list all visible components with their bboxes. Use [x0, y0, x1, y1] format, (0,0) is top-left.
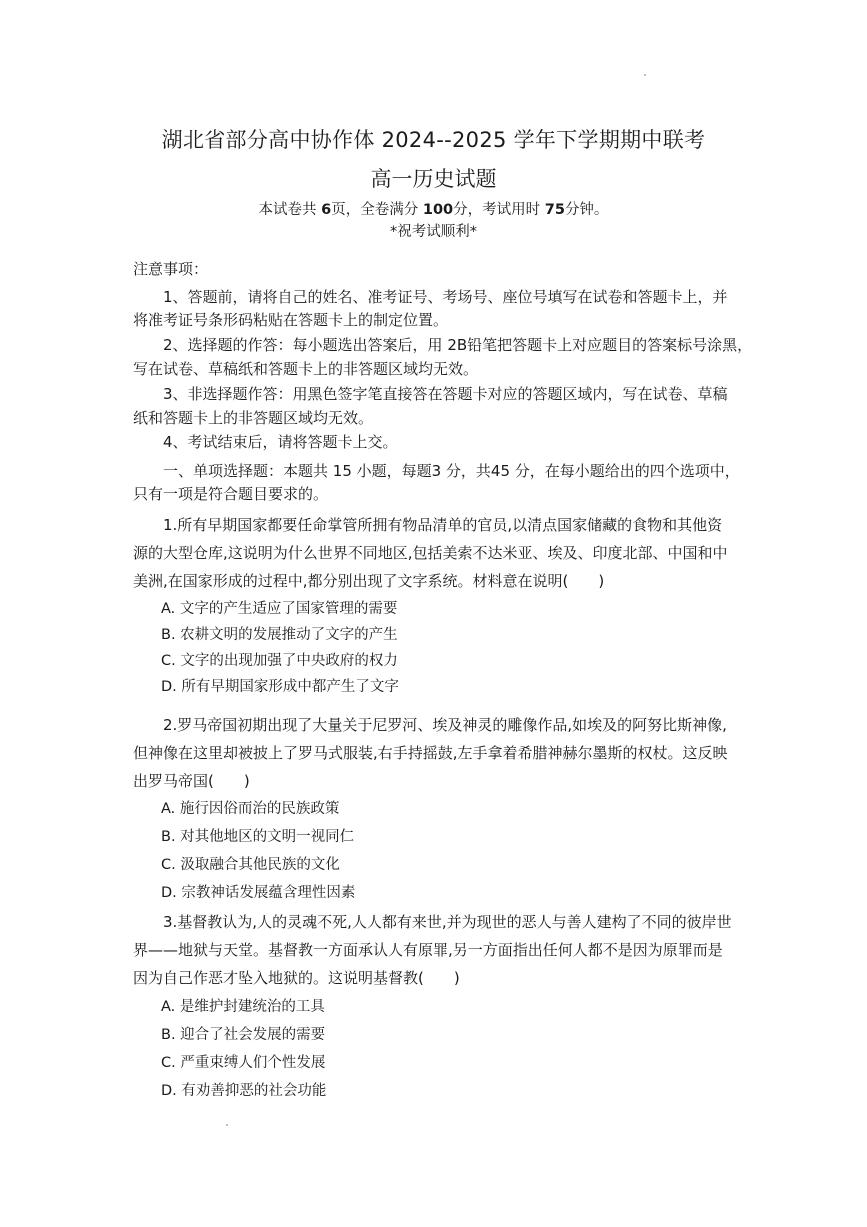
question-3-stem: 3.基督教认为,人的灵魂不死,人人都有来世,并为现世的恶人与善人建构了不同的彼岸世: [163, 913, 732, 931]
scan-speck: [644, 74, 646, 76]
exam-wish: *祝考试顺利*: [390, 224, 477, 240]
question-2-stem: 2.罗马帝国初期出现了大量关于尼罗河、埃及神灵的雕像作品,如埃及的阿努比斯神像,: [163, 716, 727, 734]
question-2-stem: 出罗马帝国( ): [133, 772, 250, 790]
question-2-stem: 但神像在这里却被披上了罗马式服装,右手持摇鼓,左手拿着希腊神赫尔墨斯的权杖。这反映: [133, 744, 728, 762]
question-2-option-b[interactable]: B. 对其他地区的文明一视同仁: [161, 829, 355, 845]
exam-title: 湖北省部分高中协作体 2024--2025 学年下学期期中联考: [161, 128, 706, 152]
section-heading: 一、单项选择题：本题共 15 小题，每题3 分，共45 分，在每小题给出的四个选项中，: [163, 462, 740, 480]
question-2-option-a[interactable]: A. 施行因俗而治的民族政策: [161, 801, 340, 817]
question-1-option-d[interactable]: D. 所有早期国家形成中都产生了文字: [161, 679, 399, 695]
question-1-stem: 源的大型仓库,这说明为什么世界不同地区,包括美索不达米亚、埃及、印度北部、中国和中: [133, 544, 728, 562]
exam-subtitle: 高一历史试题: [370, 167, 497, 191]
question-3-option-c[interactable]: C. 严重束缚人们个性发展: [161, 1055, 326, 1071]
exam-meta: 本试卷共 6页，全卷满分 100分，考试用时 75分钟。: [258, 202, 609, 218]
note-line: 3、非选择题作答：用黑色签字笔直接答在答题卡对应的答题区域内，写在试卷、草稿: [163, 385, 728, 403]
question-2-option-d[interactable]: D. 宗教神话发展蕴含理性因素: [161, 885, 356, 901]
question-1-option-c[interactable]: C. 文字的出现加强了中央政府的权力: [161, 653, 398, 669]
note-line: 2、选择题的作答：每小题选出答案后，用 2B铅笔把答题卡上对应题目的答案标号涂黑，: [163, 336, 753, 354]
question-3-option-d[interactable]: D. 有劝善抑恶的社会功能: [161, 1083, 327, 1099]
note-line: 4、考试结束后，请将答题卡上交。: [163, 433, 398, 451]
question-3-option-b[interactable]: B. 迎合了社会发展的需要: [161, 1027, 326, 1043]
notes-heading: 注意事项：: [133, 260, 209, 278]
question-3-stem: 因为自己作恶才坠入地狱的。这说明基督教( ): [133, 969, 460, 987]
scan-speck: [226, 1124, 228, 1126]
question-3-option-a[interactable]: A. 是维护封建统治的工具: [161, 999, 325, 1015]
question-3-stem: 界——地狱与天堂。基督教一方面承认人有原罪,另一方面指出任何人都不是因为原罪而是: [133, 941, 723, 959]
question-1-option-b[interactable]: B. 农耕文明的发展推动了文字的产生: [161, 627, 398, 643]
note-line: 纸和答题卡上的非答题区域均无效。: [133, 409, 374, 427]
question-1-stem: 美洲,在国家形成的过程中,都分别出现了文字系统。材料意在说明( ): [133, 572, 605, 590]
note-line: 写在试卷、草稿纸和答题卡上的非答题区域均无效。: [133, 360, 479, 378]
question-2-option-c[interactable]: C. 汲取融合其他民族的文化: [161, 857, 340, 873]
note-line: 将准考证号条形码粘贴在答题卡上的制定位置。: [133, 311, 449, 329]
question-1-option-a[interactable]: A. 文字的产生适应了国家管理的需要: [161, 601, 398, 617]
note-line: 1、答题前，请将自己的姓名、准考证号、考场号、座位号填写在试卷和答题卡上，并: [163, 288, 728, 306]
section-heading: 只有一项是符合题目要求的。: [133, 485, 329, 503]
question-1-stem: 1.所有早期国家都要任命掌管所拥有物品清单的官员,以清点国家储藏的食物和其他资: [163, 516, 723, 534]
